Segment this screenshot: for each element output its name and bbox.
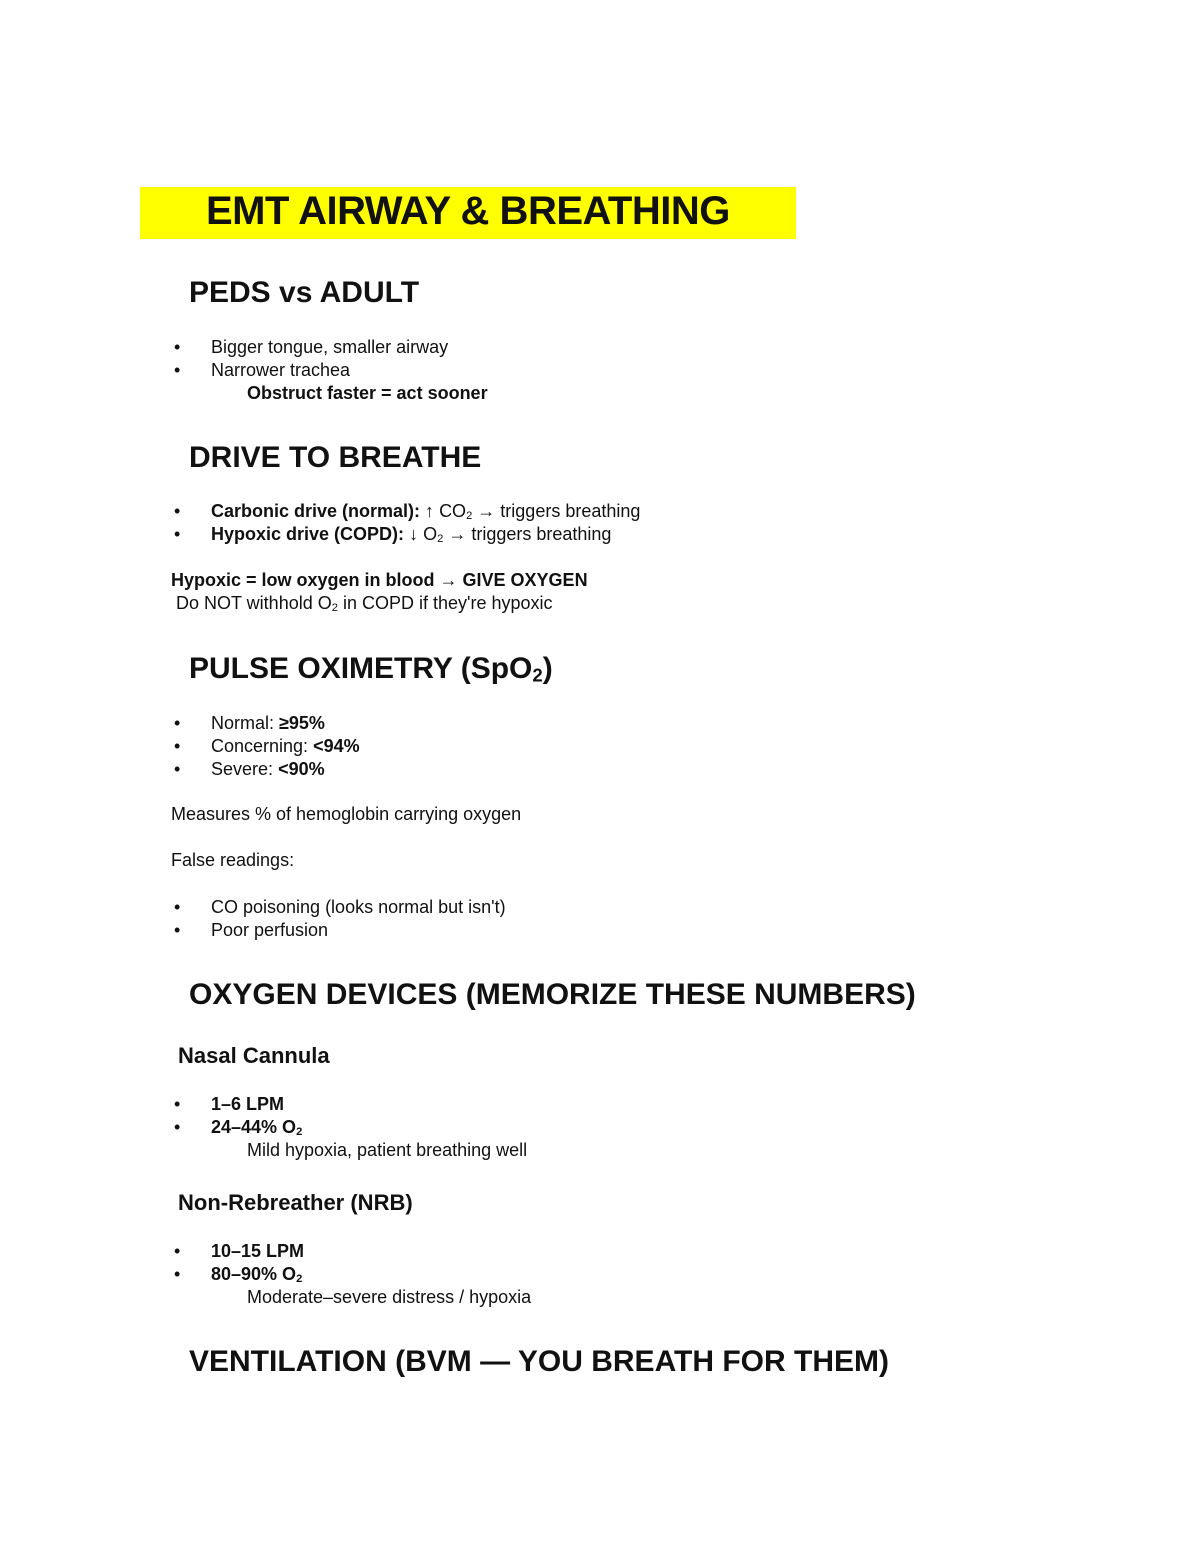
measures-text: Measures % of hemoglobin carrying oxygen	[171, 804, 522, 824]
list-item-spo2-severe: Severe: <90%	[211, 759, 325, 779]
list-item: 10–15 LPM	[211, 1241, 305, 1261]
carbonic-rest: → triggers breathing	[477, 501, 641, 521]
hypoxic-note: Hypoxic = low oxygen in blood → GIVE OXYGEN	[171, 570, 588, 590]
bullet-dot: •	[174, 897, 181, 917]
bullet-dot: •	[174, 713, 181, 733]
section-heading-ventilation: VENTILATION (BVM — YOU BREATH FOR THEM)	[189, 1345, 889, 1378]
hypoxic-rest: → triggers breathing	[448, 524, 612, 544]
list-item: Bigger tongue, smaller airway	[211, 337, 449, 357]
o2-text: $O_2$	[423, 524, 444, 546]
co2-text: $CO_2$	[439, 501, 473, 523]
hypoxic-label: Hypoxic drive (COPD):	[211, 524, 405, 544]
list-item: 1–6 LPM	[211, 1094, 285, 1114]
bullet-dot: •	[174, 360, 181, 380]
bullet-dot: •	[174, 736, 181, 756]
bullet-dot: •	[174, 524, 181, 544]
up-arrow: ↑	[425, 501, 435, 521]
bullet-dot: •	[174, 501, 181, 521]
device-use-text: Moderate–severe distress / hypoxia	[247, 1287, 532, 1307]
bullet-dot: •	[174, 1117, 181, 1137]
bullet-dot: •	[174, 759, 181, 779]
bullet-dot: •	[174, 337, 181, 357]
list-item-spo2-normal: Normal: ≥95%	[211, 713, 325, 733]
carbonic-label: Carbonic drive (normal):	[211, 501, 421, 521]
list-item-spo2-concerning: Concerning: <94%	[211, 736, 360, 756]
bullet-dot: •	[174, 1264, 181, 1284]
list-item: CO poisoning (looks normal but isn't)	[211, 897, 506, 917]
device-name-nasal-cannula: Nasal Cannula	[178, 1043, 330, 1068]
bullet-dot: •	[174, 1241, 181, 1261]
device-use-text: Mild hypoxia, patient breathing well	[247, 1140, 528, 1160]
false-readings-label: False readings:	[171, 850, 295, 870]
list-item: 80–90% $O_2$	[211, 1264, 303, 1286]
list-item-hypoxic	[211, 524, 611, 545]
section-heading-peds: PEDS vs ADULT	[189, 276, 420, 309]
page-title: EMT AIRWAY & BREATHING	[206, 189, 730, 233]
bullet-dot: •	[174, 920, 181, 940]
peds-note: Obstruct faster = act sooner	[247, 383, 488, 403]
section-heading-devices: OXYGEN DEVICES (MEMORIZE THESE NUMBERS)	[189, 978, 916, 1011]
section-heading-pulse-ox: PULSE OXIMETRY (SpO$_2$)	[189, 652, 553, 686]
section-heading-drive: DRIVE TO BREATHE	[189, 441, 482, 474]
down-arrow: ↓	[409, 524, 419, 544]
list-item: 24–44% $O_2$	[211, 1117, 303, 1139]
bullet-dot: •	[174, 1094, 181, 1114]
device-name-nrb: Non-Rebreather (NRB)	[178, 1190, 413, 1215]
copd-note: Do NOT withhold $O_2$ in COPD if they're hypoxic	[176, 593, 553, 615]
list-item: Poor perfusion	[211, 920, 329, 940]
list-item: Narrower trachea	[211, 360, 351, 380]
list-item-carbonic	[211, 501, 640, 522]
